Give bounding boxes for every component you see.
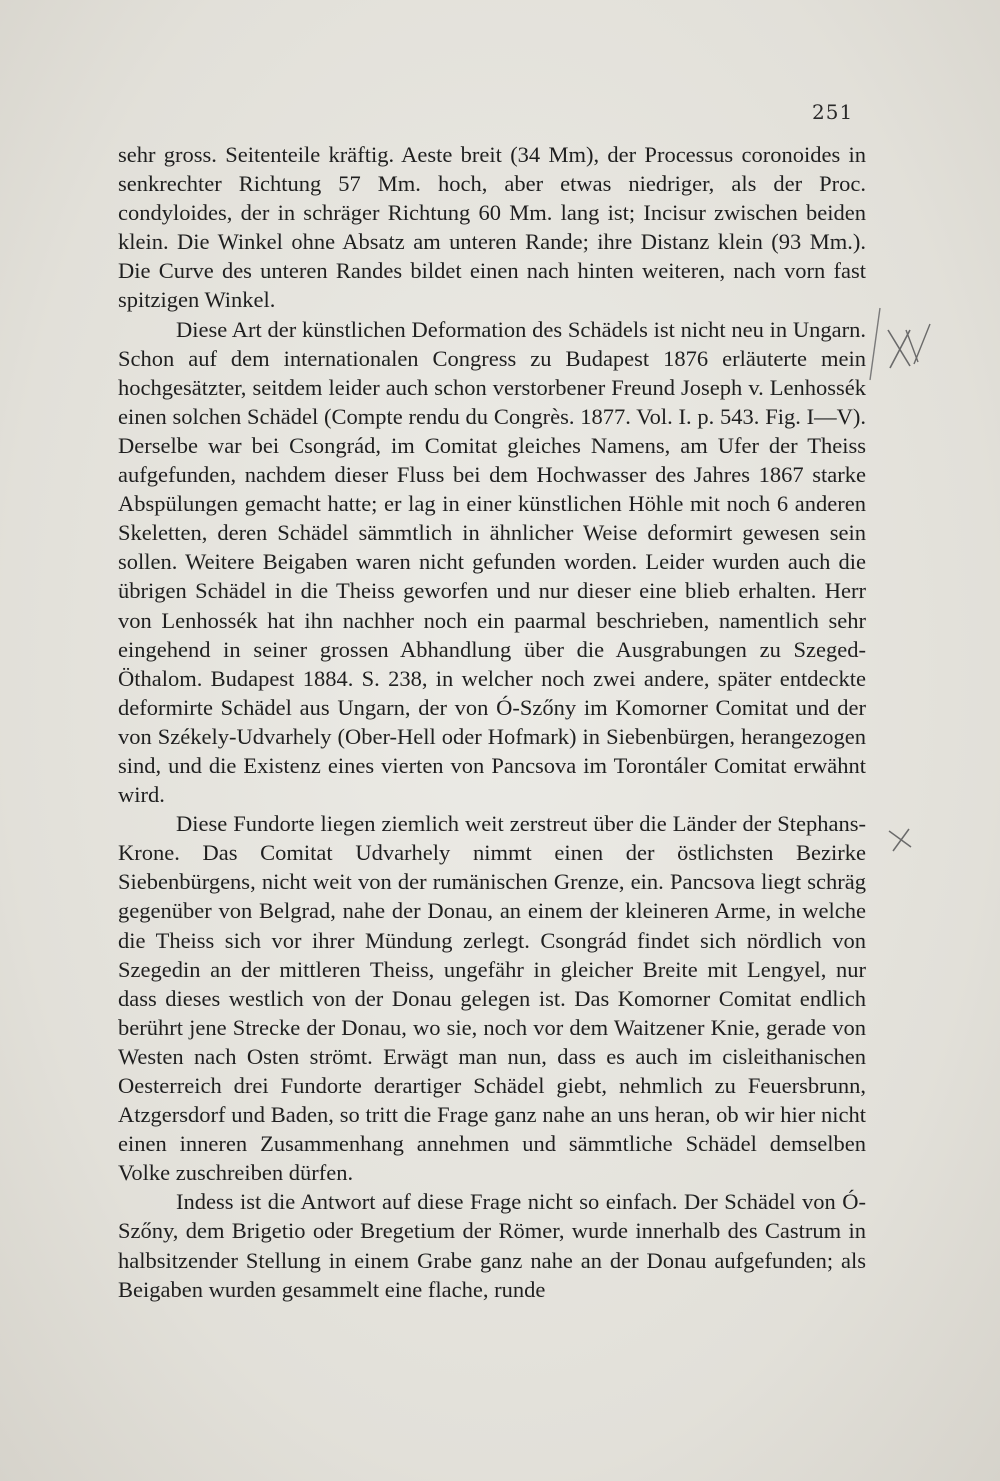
paragraph-3: Diese Fundorte liegen ziemlich weit zerstreut über die Länder der Stephans-Krone. Das Comitat Udvarhely nimmt einen der östlichsten Bezirke Siebenbürgens, nicht weit von der rumänischen Grenze, ein. Pancsova liegt schräg gegenüber von Belgrad, nahe der Donau, an einem der kleineren Arme, in welche die Theiss sich vor ihrer Mündung zerlegt. Csongrád findet sich nördlich von Szegedin an der mittleren Theiss, ungefähr in gleicher Breite mit Lengyel, nur dass dieses westlich von der Donau gelegen ist. Das Komorner Comitat endlich berührt jene Strecke der Donau, wo sie, noch vor dem Waitzener Knie, gerade von Westen nach Osten strömt. Erwägt man nun, dass es auch im cisleithanischen Oesterreich drei Fundorte derartiger Schädel giebt, nehmlich zu Feuersbrunn, Atzgersdorf und Baden, so tritt die Frage ganz nahe an uns heran, ob wir hier nicht einen inneren Zusammenhang annehmen und sämmtliche Schädel demselben Volke zuschreiben dürfen. xyxy=(118,811,866,1186)
pencil-mark-x-icon xyxy=(885,825,915,855)
margin-annotation-x-mark xyxy=(885,825,915,855)
pencil-mark-xx-icon xyxy=(858,300,938,390)
body-text xyxy=(118,140,866,1304)
page-number: 251 xyxy=(812,100,854,124)
paragraph-2: Diese Art der künstlichen Deformation des Schädels ist nicht neu in Ungarn. Schon auf dem internationalen Congress zu Budapest 1876 erläuterte mein hochgesätzter, seitdem leider auch schon verstorbener Freund Joseph v. Lenhossék einen solchen Schädel (Compte rendu du Congrès. 1877. Vol. I. p. 543. Fig. I—V). Derselbe war bei Csongrád, im Comitat gleiches Namens, am Ufer der Theiss aufgefunden, nachdem dieser Fluss bei dem Hochwasser des Jahres 1867 starke Abspülungen gemacht hatte; er lag in einer künstlichen Höhle mit noch 6 anderen Skeletten, deren Schädel sämmtlich in ähnlicher Weise deformirt gewesen sein sollen. Weitere Beigaben waren nicht gefunden worden. Leider wurden auch die übrigen Schädel in die Theiss geworfen und nur dieser eine blieb erhalten. Herr von Lenhossék hat ihn nachher noch ein paarmal beschrieben, namentlich sehr eingehend in seiner grossen Abhandlung über die Ausgrabungen zu Szeged-Öthalom. Budapest 1884. S. 238, in welcher noch zwei andere, später entdeckte deformirte Schädel aus Ungarn, der von Ó-Szőny im Komorner Comitat und der von Székely-Udvarhely (Ober-Hell oder Hofmark) in Siebenbürgen, herangezogen sind, und die Existenz eines vierten von Pancsova im Torontáler Comitat erwähnt wird. xyxy=(118,316,866,808)
paragraph-4: Indess ist die Antwort auf diese Frage nicht so einfach. Der Schädel von Ó-Szőny, dem Brigetio oder Bregetium der Römer, wurde innerhalb des Castrum in halbsitzender Stellung in einem Grabe ganz nahe an der Donau aufgefunden; als Beigaben wurden gesammelt eine flache, runde xyxy=(118,1189,866,1302)
margin-annotation-xx-mark xyxy=(858,300,938,390)
paragraph-1: sehr gross. Seitenteile kräftig. Aeste breit (34 Mm), der Processus coronoides in senkrechter Richtung 57 Mm. hoch, aber etwas niedriger, als der Proc. condyloides, der in schräger Richtung 60 Mm. lang ist; Incisur zwischen beiden klein. Die Winkel ohne Absatz am unteren Rande; ihre Distanz klein (93 Mm.). Die Curve des unteren Randes bildet einen nach hinten weiteren, nach vorn fast spitzigen Winkel. xyxy=(118,142,866,313)
